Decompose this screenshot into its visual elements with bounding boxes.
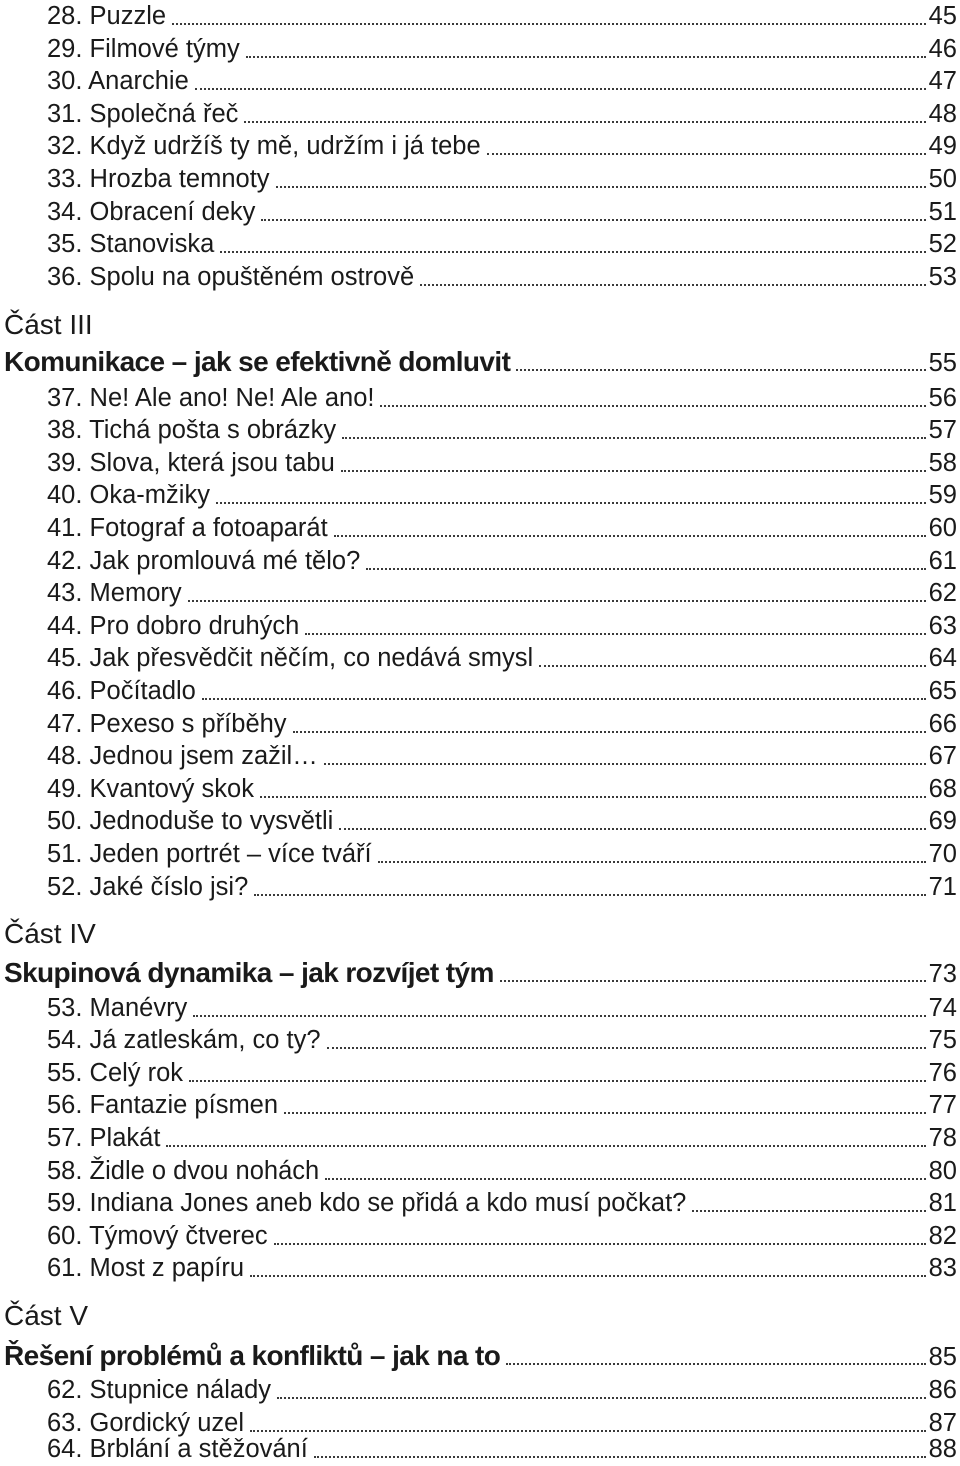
toc-entry-title: 29. Filmové týmy (47, 34, 240, 63)
toc-entry[interactable] (0, 1433, 960, 1466)
toc-entry-page: 78 (928, 1123, 957, 1152)
toc-entry-title: 45. Jak přesvědčit něčím, co nedává smysl (47, 644, 534, 673)
toc-entry[interactable] (0, 992, 960, 1025)
toc-entry-title: 51. Jeden portrét – více tváří (47, 839, 372, 868)
dot-leader (284, 1089, 926, 1122)
part-label (0, 1298, 960, 1334)
toc-entry[interactable] (0, 0, 960, 33)
dot-leader (189, 1057, 926, 1090)
dot-leader (276, 163, 926, 196)
toc-entry[interactable] (0, 414, 960, 447)
toc-entry-title: 53. Manévry (47, 993, 188, 1022)
toc-entry-page: 49 (928, 132, 957, 161)
part-label (0, 916, 960, 952)
toc-entry-page: 75 (928, 1026, 957, 1055)
toc-entry-page: 88 (928, 1435, 957, 1463)
part-heading[interactable] (0, 1338, 960, 1374)
part-label-text: Část V (4, 1300, 89, 1331)
toc-entry[interactable] (0, 1057, 960, 1090)
toc-entry[interactable] (0, 642, 960, 675)
toc-entry-page: 47 (928, 67, 957, 96)
dot-leader (202, 675, 926, 708)
dot-leader (277, 1374, 926, 1407)
toc-entry-title: 41. Fotograf a fotoaparát (47, 513, 328, 542)
toc-entry[interactable] (0, 196, 960, 229)
toc-entry-title: 50. Jednoduše to vysvětli (47, 807, 334, 836)
part-heading-title: Skupinová dynamika – jak rozvíjet tým (4, 957, 494, 988)
toc-entry-title: 30. Anarchie (47, 67, 189, 96)
toc-entry-title: 59. Indiana Jones aneb kdo se přidá a kdo musí počkat? (47, 1189, 687, 1218)
toc-entry-page: 76 (928, 1058, 957, 1087)
toc-entry-page: 83 (928, 1254, 957, 1283)
toc-entry-title: 48. Jednou jsem zažil… (47, 742, 318, 771)
toc-entry[interactable] (0, 805, 960, 838)
dot-leader (244, 98, 925, 131)
dot-leader (305, 610, 925, 643)
toc-entry[interactable] (0, 577, 960, 610)
part-label-text: Část IV (4, 918, 96, 949)
toc-entry-page: 81 (928, 1189, 957, 1218)
toc-entry-page: 77 (928, 1091, 957, 1120)
toc-entry-page: 65 (928, 676, 957, 705)
dot-leader (500, 955, 926, 991)
dot-leader (260, 773, 926, 806)
toc-entry[interactable] (0, 1155, 960, 1188)
toc-entry-title: 58. Židle o dvou nohách (47, 1156, 320, 1185)
dot-leader (334, 512, 926, 545)
toc-entry[interactable] (0, 479, 960, 512)
toc-entry-page: 87 (928, 1408, 957, 1437)
toc-entry-title: 54. Já zatleskám, co ty? (47, 1026, 321, 1055)
toc-entry-title: 56. Fantazie písmen (47, 1091, 279, 1120)
toc-entry[interactable] (0, 708, 960, 741)
part-label-text: Část III (4, 309, 93, 340)
toc-entry-page: 86 (928, 1376, 957, 1404)
toc-entry[interactable] (0, 838, 960, 871)
toc-entry-title: 34. Obracení deky (47, 197, 256, 226)
dot-leader (339, 805, 925, 838)
toc-entry-page: 63 (928, 611, 957, 640)
toc-entry[interactable] (0, 130, 960, 163)
toc-entry-page: 60 (928, 513, 957, 542)
part-heading-page: 73 (928, 960, 957, 988)
toc-entry-page: 80 (928, 1156, 957, 1185)
toc-entry-title: 60. Týmový čtverec (47, 1221, 268, 1250)
dot-leader (516, 344, 925, 380)
toc-entry-page: 66 (928, 709, 957, 738)
toc-entry-page: 71 (928, 872, 957, 901)
toc-entry-page: 52 (928, 230, 957, 259)
toc-entry[interactable] (0, 98, 960, 131)
toc-entry-title: 32. Když udržíš ty mě, udržím i já tebe (47, 132, 481, 161)
toc-entry[interactable] (0, 1122, 960, 1155)
toc-entry[interactable] (0, 447, 960, 480)
toc-entry-page: 59 (928, 481, 957, 510)
dot-leader (261, 196, 925, 229)
toc-entry[interactable] (0, 871, 960, 904)
toc-entry-title: 40. Oka-mžiky (47, 481, 210, 510)
dot-leader (250, 1252, 926, 1285)
dot-leader (506, 1338, 925, 1374)
dot-leader (220, 228, 925, 261)
dot-leader (487, 130, 926, 163)
part-heading-title: Komunikace – jak se efektivně domluvit (4, 346, 511, 377)
toc-entry-title: 46. Počítadlo (47, 676, 196, 705)
toc-entry-page: 51 (928, 197, 957, 226)
dot-leader (193, 992, 925, 1025)
dot-leader (188, 577, 926, 610)
toc-entry-page: 46 (928, 34, 957, 63)
part-heading-page: 55 (928, 349, 957, 377)
toc-entry-title: 36. Spolu na opuštěném ostrově (47, 262, 415, 291)
toc-entry-title: 37. Ne! Ale ano! Ne! Ale ano! (47, 383, 375, 412)
toc-entry-title: 61. Most z papíru (47, 1254, 245, 1283)
toc-entry-title: 57. Plakát (47, 1123, 161, 1152)
part-heading[interactable] (0, 344, 960, 380)
toc-entry[interactable] (0, 740, 960, 773)
toc-entry[interactable] (0, 675, 960, 708)
dot-leader (380, 382, 925, 415)
dot-leader (539, 642, 925, 675)
toc-entry[interactable] (0, 228, 960, 261)
toc-entry-title: 52. Jaké číslo jsi? (47, 872, 249, 901)
dot-leader (172, 0, 926, 33)
dot-leader (420, 261, 925, 294)
part-heading-title: Řešení problémů a konfliktů – jak na to (4, 1340, 501, 1371)
toc-entry-title: 49. Kvantový skok (47, 774, 254, 803)
toc-entry[interactable] (0, 773, 960, 806)
toc-entry-title: 64. Brblání a stěžování (47, 1435, 308, 1463)
toc-entry-title: 63. Gordický uzel (47, 1408, 245, 1437)
dot-leader (314, 1433, 926, 1466)
toc-entry-title: 47. Pexeso s příběhy (47, 709, 287, 738)
part-heading-page: 85 (928, 1343, 957, 1371)
toc-entry-page: 56 (928, 383, 957, 412)
toc-entry[interactable] (0, 1187, 960, 1220)
dot-leader (254, 871, 925, 904)
toc-entry-title: 31. Společná řeč (47, 99, 239, 128)
toc-entry-page: 48 (928, 99, 957, 128)
dot-leader (246, 33, 926, 66)
toc-entry[interactable] (0, 512, 960, 545)
toc-entry-page: 53 (928, 262, 957, 291)
toc-entry-title: 28. Puzzle (47, 2, 167, 30)
toc-entry-title: 43. Memory (47, 579, 182, 608)
dot-leader (216, 479, 926, 512)
toc-entry-page: 67 (928, 742, 957, 771)
toc-entry-title: 44. Pro dobro druhých (47, 611, 300, 640)
dot-leader (195, 65, 926, 98)
toc-entry-title: 33. Hrozba temnoty (47, 165, 270, 193)
toc-entry-page: 45 (928, 2, 957, 30)
dot-leader (692, 1187, 925, 1220)
toc-entry-page: 50 (928, 165, 957, 193)
toc-entry-title: 38. Tichá pošta s obrázky (47, 416, 337, 445)
toc-entry[interactable] (0, 163, 960, 196)
toc-entry-title: 55. Celý rok (47, 1058, 184, 1087)
toc-entry[interactable] (0, 610, 960, 643)
dot-leader (378, 838, 926, 871)
dot-leader (324, 740, 926, 773)
toc-entry-page: 64 (928, 644, 957, 673)
toc-entry-page: 61 (928, 546, 957, 575)
toc-entry[interactable] (0, 1374, 960, 1407)
dot-leader (342, 414, 925, 447)
toc-entry-page: 74 (928, 993, 957, 1022)
dot-leader (341, 447, 926, 480)
toc-entry[interactable] (0, 1024, 960, 1057)
toc-entry-page: 57 (928, 416, 957, 445)
toc-entry-page: 69 (928, 807, 957, 836)
part-heading[interactable] (0, 955, 960, 991)
dot-leader (366, 545, 925, 578)
toc-entry[interactable] (0, 1220, 960, 1253)
toc-entry-title: 35. Stanoviska (47, 230, 215, 259)
toc-entry[interactable] (0, 545, 960, 578)
toc-entry-title: 62. Stupnice nálady (47, 1376, 271, 1404)
toc-entry-title: 39. Slova, která jsou tabu (47, 448, 335, 477)
dot-leader (325, 1155, 925, 1188)
toc-entry[interactable] (0, 382, 960, 415)
toc-entry-page: 68 (928, 774, 957, 803)
dot-leader (293, 708, 926, 741)
toc-entry[interactable] (0, 33, 960, 66)
toc-entry-page: 62 (928, 579, 957, 608)
toc-entry[interactable] (0, 65, 960, 98)
toc-entry-page: 70 (928, 839, 957, 868)
part-label (0, 307, 960, 343)
toc-entry-page: 82 (928, 1221, 957, 1250)
toc-entry[interactable] (0, 1252, 960, 1285)
dot-leader (274, 1220, 926, 1253)
toc-entry-page: 58 (928, 448, 957, 477)
toc-entry[interactable] (0, 1089, 960, 1122)
dot-leader (166, 1122, 925, 1155)
dot-leader (327, 1024, 926, 1057)
toc-entry-title: 42. Jak promlouvá mé tělo? (47, 546, 361, 575)
toc-entry[interactable] (0, 261, 960, 294)
